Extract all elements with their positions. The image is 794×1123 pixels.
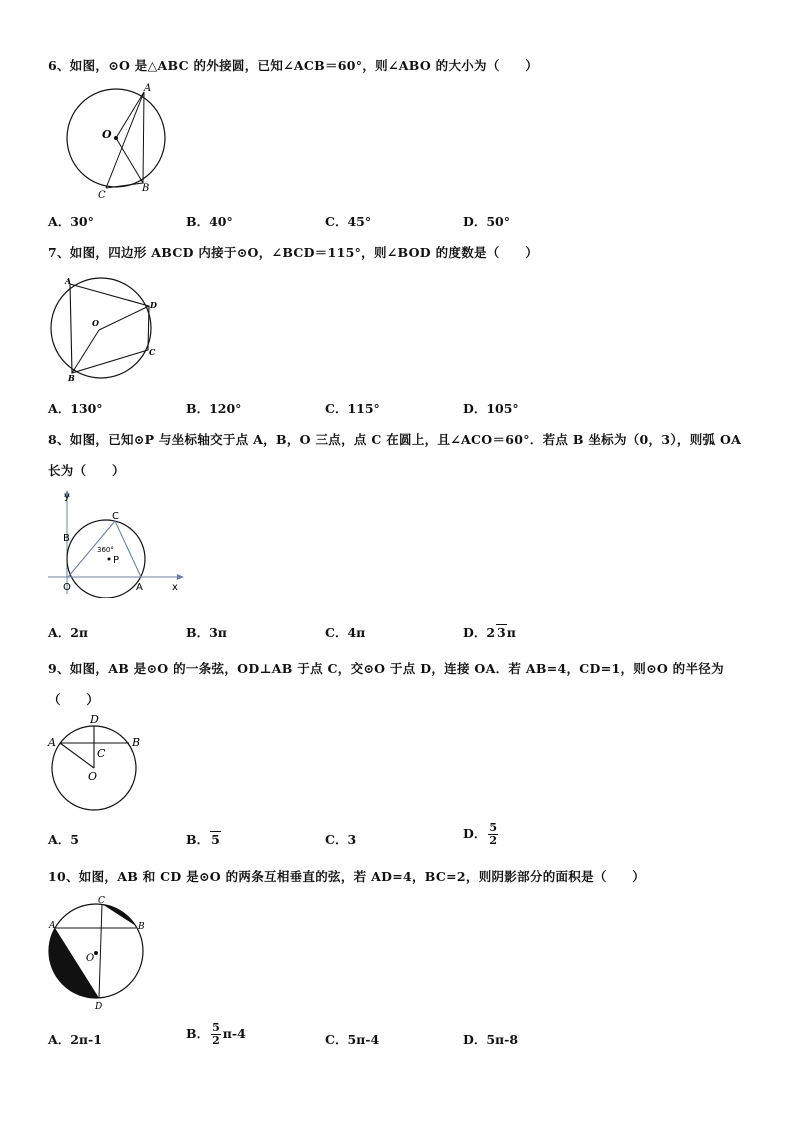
label-p: P bbox=[113, 555, 120, 566]
option-8-d-suffix: π bbox=[506, 625, 516, 640]
option-7-d[interactable]: D．105° bbox=[463, 401, 519, 416]
label-a: A bbox=[49, 921, 56, 931]
option-10-d[interactable]: D．5π-8 bbox=[463, 1032, 519, 1047]
sqrt-radicand: 3 bbox=[497, 625, 506, 640]
label-y: y bbox=[64, 491, 70, 502]
label-d: D bbox=[150, 300, 157, 310]
label-o: O bbox=[92, 318, 99, 328]
option-6-d[interactable]: D．50° bbox=[463, 214, 510, 229]
question-7-stem: 7、如图，四边形 ABCD 内接于⊙O，∠BCD＝115°，则∠BOD 的度数是（ ） bbox=[48, 245, 539, 260]
segment-ab bbox=[143, 92, 144, 183]
option-8-b[interactable]: B．3π bbox=[186, 625, 227, 640]
option-10-a[interactable]: A．2π-1 bbox=[48, 1032, 102, 1047]
option-8-d-prefix: D．2 bbox=[463, 625, 496, 640]
figure-7-cyclic-quadrilateral bbox=[48, 272, 164, 384]
segment-ob bbox=[116, 138, 143, 183]
figure-8-coordinate-circle bbox=[46, 486, 192, 598]
center-point-o bbox=[114, 136, 118, 140]
option-8-d[interactable] bbox=[463, 623, 516, 641]
label-a: A bbox=[65, 276, 72, 286]
label-d: D bbox=[90, 713, 99, 726]
option-7-b[interactable]: B．120° bbox=[186, 401, 242, 416]
chord-cd bbox=[99, 904, 102, 998]
option-9-d[interactable] bbox=[463, 822, 500, 847]
segment-oa bbox=[60, 743, 94, 768]
option-10-c[interactable]: C．5π-4 bbox=[325, 1032, 380, 1047]
question-6-options bbox=[48, 212, 648, 232]
label-c: C bbox=[149, 347, 156, 357]
option-10-b-prefix: B． bbox=[186, 1026, 210, 1041]
x-axis-arrow bbox=[177, 574, 184, 580]
label-x: x bbox=[172, 582, 178, 593]
option-9-b[interactable] bbox=[186, 830, 221, 848]
option-9-b-prefix: B． bbox=[186, 832, 210, 847]
label-b: B bbox=[142, 183, 150, 194]
center-point-p bbox=[108, 558, 111, 561]
question-10-options bbox=[48, 1021, 648, 1050]
label-c: C bbox=[98, 190, 106, 201]
label-a: A bbox=[48, 736, 56, 749]
question-9-options bbox=[48, 821, 648, 850]
label-b: B bbox=[68, 373, 75, 383]
quadrilateral-abcd bbox=[70, 284, 149, 373]
question-6-stem: 6、如图，⊙O 是△ABC 的外接圆，已知∠ACB＝60°，则∠ABO 的大小为（ ） bbox=[48, 58, 539, 73]
segment-ac bbox=[106, 92, 144, 188]
question-9-stem-line2: （ ） bbox=[48, 692, 100, 707]
label-o: O bbox=[86, 953, 95, 964]
option-9-c[interactable]: C．3 bbox=[325, 832, 357, 847]
option-6-a[interactable]: A．30° bbox=[48, 214, 94, 229]
label-b: B bbox=[138, 922, 145, 932]
fraction-numerator: 5 bbox=[212, 1021, 220, 1034]
option-8-c[interactable]: C．4π bbox=[325, 625, 366, 640]
label-b: B bbox=[132, 736, 141, 749]
option-6-b[interactable]: B．40° bbox=[186, 214, 233, 229]
fraction-denominator: 2 bbox=[489, 834, 497, 847]
label-b: B bbox=[63, 533, 70, 544]
option-10-b-suffix: π-4 bbox=[222, 1026, 246, 1041]
label-a: A bbox=[144, 83, 152, 94]
segment-cb bbox=[106, 183, 143, 188]
segment-oa bbox=[116, 92, 144, 138]
fraction bbox=[211, 1022, 221, 1047]
option-7-a[interactable]: A．130° bbox=[48, 401, 103, 416]
question-8-stem-line2: 长为（ ） bbox=[48, 463, 125, 478]
label-o: O bbox=[88, 770, 98, 783]
label-a: A bbox=[136, 582, 143, 593]
figure-10-perpendicular-chords bbox=[46, 893, 156, 1013]
segment-od bbox=[99, 306, 149, 330]
fraction-numerator: 5 bbox=[489, 821, 497, 834]
question-10-stem: 10、如图，AB 和 CD 是⊙O 的两条互相垂直的弦，若 AD=4，BC=2，则阴影部分的面积是（ ） bbox=[48, 869, 646, 884]
option-6-c[interactable]: C．45° bbox=[325, 214, 372, 229]
option-9-a[interactable]: A．5 bbox=[48, 832, 79, 847]
shaded-segment-cb bbox=[102, 904, 136, 926]
label-c: C bbox=[97, 747, 106, 760]
label-c: C bbox=[98, 896, 105, 906]
label-o: O bbox=[63, 582, 71, 593]
fraction bbox=[488, 822, 498, 847]
option-7-c[interactable]: C．115° bbox=[325, 401, 380, 416]
option-9-d-prefix: D． bbox=[463, 826, 487, 841]
label-angle: 360° bbox=[97, 546, 114, 554]
figure-6-circle-triangle bbox=[58, 80, 178, 202]
label-d: D bbox=[95, 1002, 103, 1012]
center-point-o bbox=[94, 951, 98, 955]
option-8-a[interactable]: A．2π bbox=[48, 625, 89, 640]
label-o: O bbox=[102, 128, 112, 141]
fraction-denominator: 2 bbox=[212, 1034, 220, 1047]
sqrt-radicand: 5 bbox=[211, 832, 220, 847]
question-8-options bbox=[48, 623, 648, 643]
option-10-b[interactable] bbox=[186, 1022, 246, 1047]
question-9-stem-line1: 9、如图，AB 是⊙O 的一条弦，OD⊥AB 于点 C，交⊙O 于点 D，连接 OA．若 AB=4，CD=1，则⊙O 的半径为 bbox=[48, 661, 724, 676]
question-7-options bbox=[48, 399, 648, 419]
figure-9-chord bbox=[46, 710, 146, 814]
label-c: C bbox=[112, 511, 119, 522]
question-8-stem-line1: 8、如图，已知⊙P 与坐标轴交于点 A，B，O 三点，点 C 在圆上，且∠ACO＝60°．若点 B 坐标为（0，3），则弧 OA bbox=[48, 432, 742, 447]
